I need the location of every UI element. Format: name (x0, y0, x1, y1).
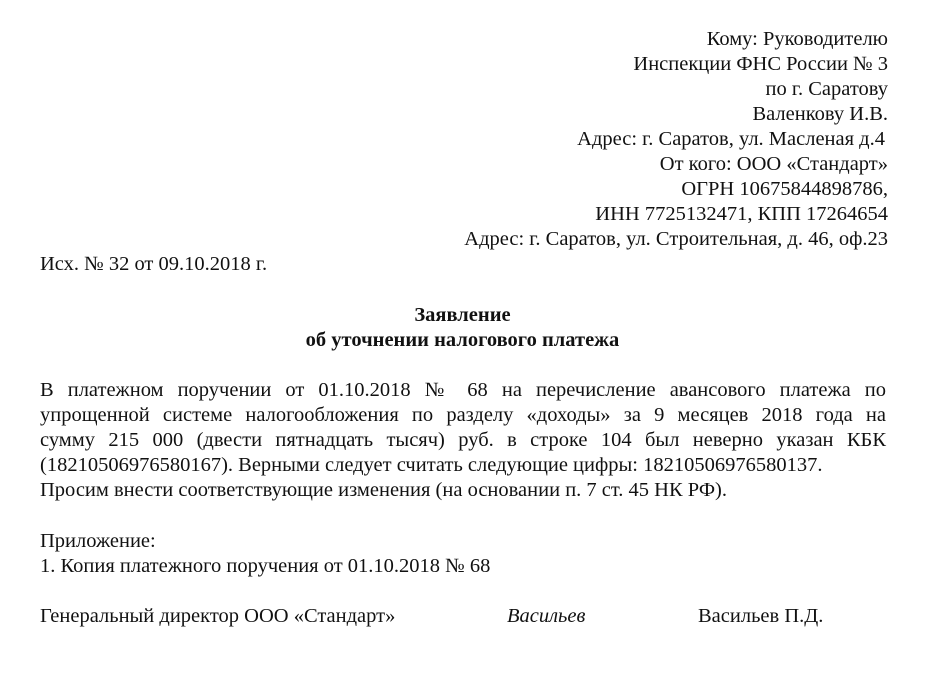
attachment-item: 1. Копия платежного поручения от 01.10.2018 № 68 (40, 555, 491, 577)
signer-name: Васильев П.Д. (698, 605, 824, 627)
body-line: упрощенной системе налогообложения по разделу «доходы» за 9 месяцев 2018 года на (40, 404, 886, 426)
sender-inn-kpp: ИНН 7725132471, КПП 17264654 (595, 203, 888, 225)
sender-ogrn: ОГРН 10675844898786, (681, 178, 888, 200)
sender-line: От кого: ООО «Стандарт» (659, 153, 888, 175)
recipient-line: по г. Саратову (765, 78, 888, 100)
signer-position: Генеральный директор ООО «Стандарт» (40, 605, 396, 627)
recipient-line: Валенкову И.В. (752, 103, 888, 125)
body-line: (18210506976580167). Верными следует считать следующие цифры: 18210506976580137. (40, 454, 823, 476)
attachments-heading: Приложение: (40, 530, 156, 552)
recipient-line: Инспекции ФНС России № 3 (633, 53, 888, 75)
document-subtitle: об уточнении налогового платежа (305, 329, 620, 351)
body-line: В платежном поручении от 01.10.2018 № 68 на перечисление авансового платежа по (40, 379, 886, 401)
outgoing-reference: Исх. № 32 от 09.10.2018 г. (40, 253, 268, 275)
sender-address: Адрес: г. Саратов, ул. Строительная, д. 46, оф.23 (464, 228, 888, 250)
body-line: сумму 215 000 (двести пятнадцать тысяч) руб. в строке 104 был неверно указан КБК (40, 429, 886, 451)
body-line: Просим внести соответствующие изменения (на основании п. 7 ст. 45 НК РФ). (40, 479, 727, 501)
document-title: Заявление (414, 304, 511, 326)
recipient-line: Кому: Руководителю (706, 28, 888, 50)
recipient-address: Адрес: г. Саратов, ул. Масленая д.4 (577, 128, 885, 150)
signature: Васильев (507, 605, 586, 627)
